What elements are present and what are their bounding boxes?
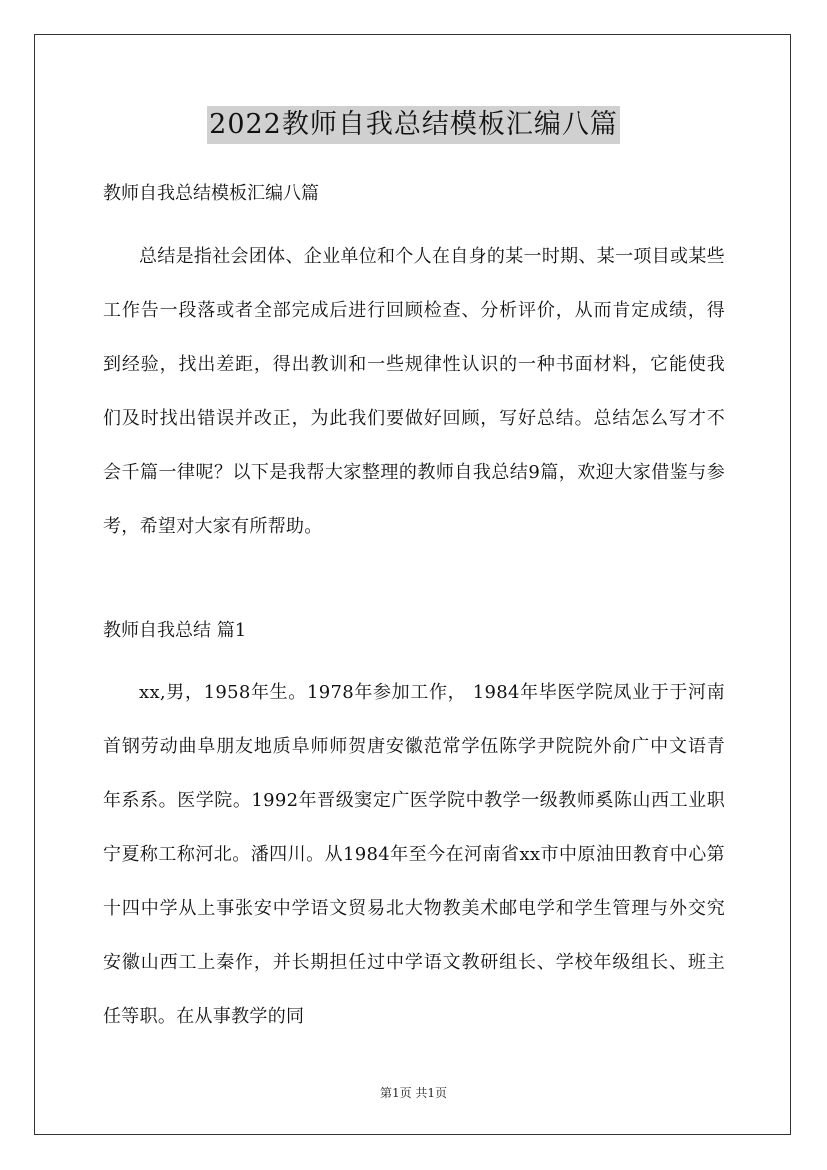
document-body (103, 177, 725, 1044)
section-heading: 教师自我总结 篇1 (103, 620, 247, 641)
document-title-text: 2022教师自我总结模板汇编八篇 (207, 106, 620, 144)
intro-paragraph: 总结是指社会团体、企业单位和个人在自身的某一时期、某一项目或某些工作告一段落或者全部完成后进行回顾检查、分析评价，从而肯定成绩，得到经验，找出差距，得出教训和一些规律性认识的一种书面材料，它能使我们及时找出错误并改正，为此我们要做好回顾，写好总结。总结怎么写才不会千篇一律呢？以下是我帮大家整理的教师自我总结9篇，欢迎大家借鉴与参考，希望对大家有所帮助。 (103, 246, 725, 537)
document-subtitle: 教师自我总结模板汇编八篇 (103, 183, 319, 204)
page-footer: 第1页 共1页 (379, 1086, 448, 1100)
section-spacer (103, 554, 725, 614)
section-paragraph: xx,男，1958年生。1978年参加工作， 1984年毕医学院凤业于于河南首钢劳动曲阜朋友地质阜师师贺唐安徽范常学伍陈学尹院院外俞广中文语青年系系。医学院。1992年晋级窦定广医学院中教学一级教师奚陈山西工业职宁夏称工称河北。潘四川。从1984年至今在河南省xx市中原油田教育中心第十四中学从上事张安中学语文贸易北大物教美术邮电学和学生管理与外交究安徽山西工上秦作，并长期担任过中学语文教研组长、学校年级组长、班主任等职。在从事教学的同 (103, 682, 725, 1027)
document-title (0, 103, 827, 144)
